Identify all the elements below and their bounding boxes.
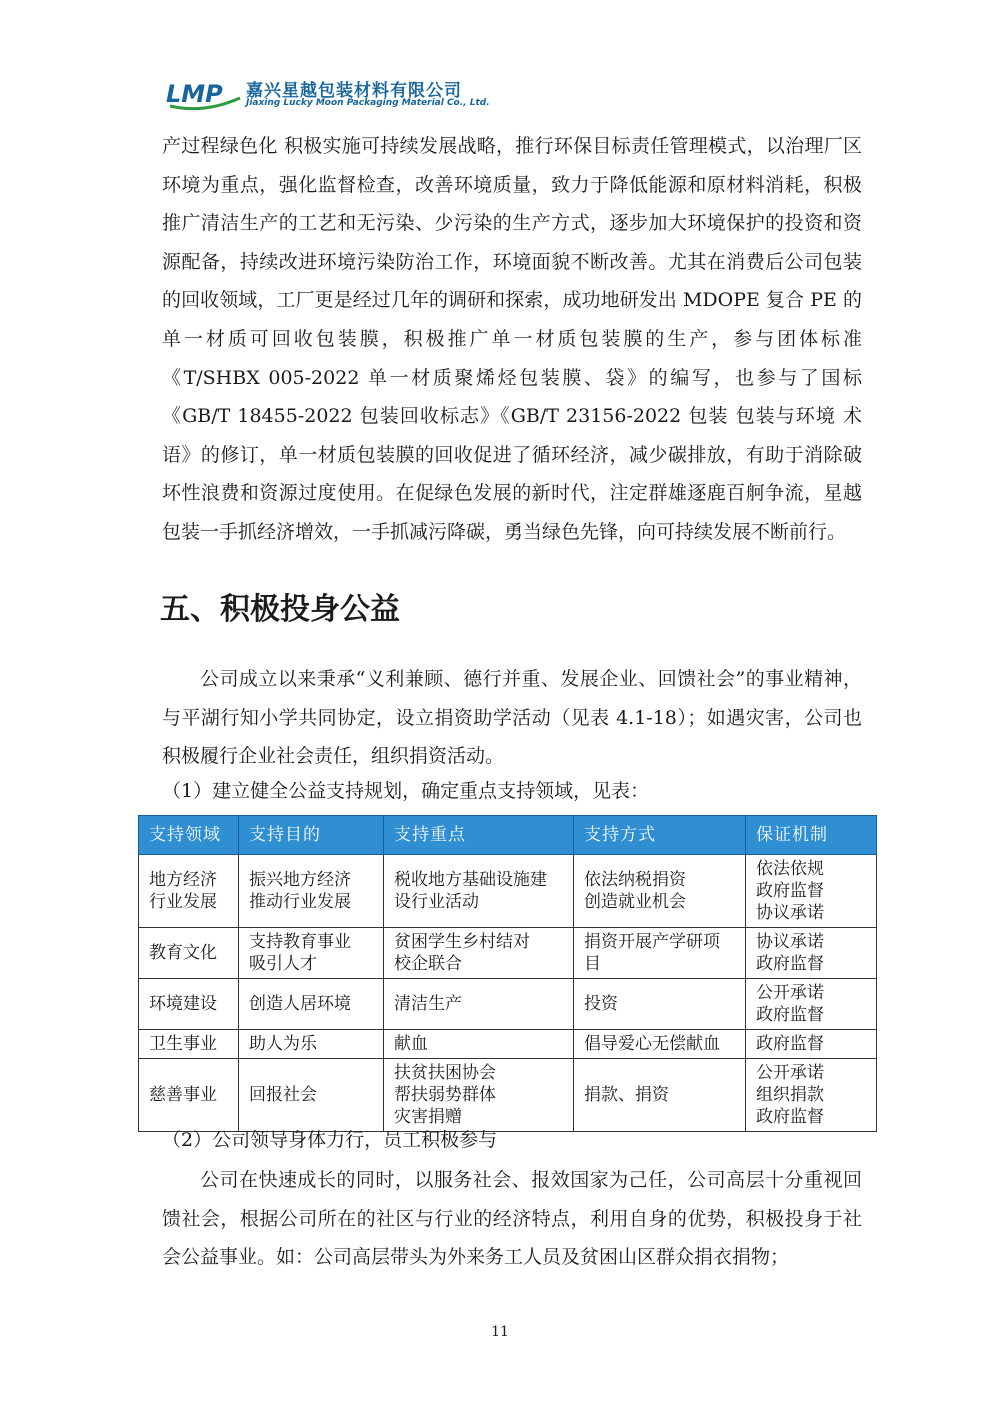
table-cell: 卫生事业 <box>139 1030 239 1059</box>
page-number: 11 <box>491 1324 509 1340</box>
table-cell: 倡导爱心无偿献血 <box>574 1030 746 1059</box>
list-item-1: （1）建立健全公益支持规划，确定重点支持领域，见表： <box>162 780 650 802</box>
table-cell: 助人为乐 <box>239 1030 384 1059</box>
table-cell: 扶贫扶困协会 帮扶弱势群体 灾害捐赠 <box>384 1059 574 1132</box>
table-cell: 环境建设 <box>139 979 239 1030</box>
table-cell: 慈善事业 <box>139 1059 239 1132</box>
table-cell: 振兴地方经济 推动行业发展 <box>239 855 384 928</box>
table-cell: 创造人居环境 <box>239 979 384 1030</box>
table-header-cell: 支持重点 <box>384 816 574 855</box>
table-cell: 贫困学生乡村结对 校企联合 <box>384 928 574 979</box>
company-name-en: Jiaxing Lucky Moon Packaging Material Co., Ltd. <box>246 98 490 108</box>
table-cell: 协议承诺 政府监督 <box>746 928 877 979</box>
table-cell: 回报社会 <box>239 1059 384 1132</box>
table-cell: 教育文化 <box>139 928 239 979</box>
table-cell: 支持教育事业 吸引人才 <box>239 928 384 979</box>
table-cell: 清洁生产 <box>384 979 574 1030</box>
table-header-cell: 支持领域 <box>139 816 239 855</box>
table-row <box>139 1030 877 1059</box>
table-cell: 税收地方基础设施建 设行业活动 <box>384 855 574 928</box>
company-name-cn: 嘉兴星越包装材料有限公司 <box>246 81 462 101</box>
support-areas-table <box>138 815 877 1132</box>
table-header-cell: 支持目的 <box>239 816 384 855</box>
table-cell: 捐款、捐资 <box>574 1059 746 1132</box>
page-header <box>160 74 490 114</box>
table-cell: 献血 <box>384 1030 574 1059</box>
table-cell: 公开承诺 政府监督 <box>746 979 877 1030</box>
table-cell: 捐资开展产学研项 目 <box>574 928 746 979</box>
table-cell: 政府监督 <box>746 1030 877 1059</box>
body-paragraph-3: 公司在快速成长的同时，以服务社会、报效国家为己任，公司高层十分重视回馈社会，根据公司所在的社区与行业的经济特点，利用自身的优势，积极投身于社会公益事业。如：公司高层带头为外来务工人员及贫困山区群众捐衣捐物； <box>162 1169 862 1269</box>
logo-text: LMP <box>166 80 223 108</box>
section-title: 五、积极投身公益 <box>160 592 400 627</box>
table-row <box>139 979 877 1030</box>
table-cell: 依法依规 政府监督 协议承诺 <box>746 855 877 928</box>
table-header-cell: 支持方式 <box>574 816 746 855</box>
table-row <box>139 855 877 928</box>
table-cell: 投资 <box>574 979 746 1030</box>
table-row <box>139 1059 877 1132</box>
table-header-row <box>139 816 877 855</box>
table-row <box>139 928 877 979</box>
body-paragraph-2: 公司成立以来秉承“义利兼顾、德行并重、发展企业、回馈社会”的事业精神，与平湖行知小学共同协定，设立捐资助学活动（见表 4.1-18）；如遇灾害，公司也积极履行企业社会责任，组织捐资活动。 <box>162 668 862 768</box>
list-item-2: （2）公司领导身体力行，员工积极参与 <box>162 1129 498 1151</box>
table-cell: 地方经济 行业发展 <box>139 855 239 928</box>
company-logo-icon <box>164 76 244 112</box>
table-cell: 依法纳税捐资 创造就业机会 <box>574 855 746 928</box>
table-header-cell: 保证机制 <box>746 816 877 855</box>
body-paragraph-1: 产过程绿色化 积极实施可持续发展战略，推行环保目标责任管理模式，以治理厂区环境为重点，强化监督检查，改善环境质量，致力于降低能源和原材料消耗，积极推广清洁生产的工艺和无污染、少污染的生产方式，逐步加大环境保护的投资和资源配备，持续改进环境污染防治工作，环境面貌不断改善。尤其在消费后公司包装的回收领域，工厂更是经过几年的调研和探索，成功地研发出 MDOPE 复合 PE 的单一材质可回收包装膜，积极推广单一材质包装膜的生产，参与团体标准《T/SHBX 005-2022 单一材质聚烯烃包装膜、袋》的编写，也参与了国标《GB/T 18455-2022 包装回收标志》《GB/T 23156-2022 包装 包装与环境 术语》的修订，单一材质包装膜的回收促进了循环经济，减少碳排放，有助于消除破坏性浪费和资源过度使用。在促绿色发展的新时代，注定群雄逐鹿百舸争流，星越包装一手抓经济增效，一手抓减污降碳，勇当绿色先锋，向可持续发展不断前行。 <box>162 135 862 543</box>
table-cell: 公开承诺 组织捐款 政府监督 <box>746 1059 877 1132</box>
